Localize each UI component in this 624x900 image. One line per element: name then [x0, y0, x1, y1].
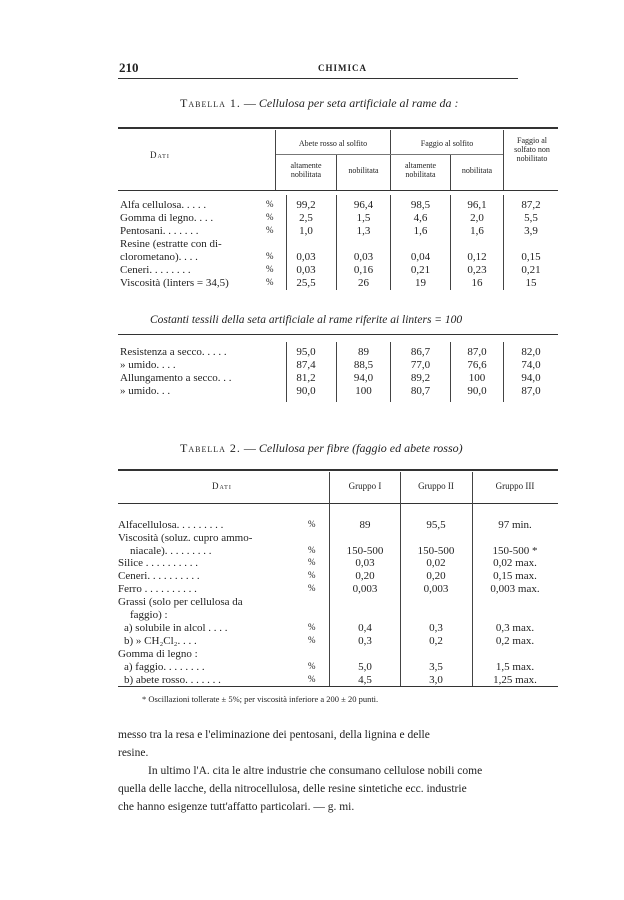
table1-cell: 16 — [471, 277, 483, 289]
table2-cell: 3,5 — [429, 661, 443, 673]
table1-cell: 19 — [415, 277, 426, 289]
table2-header-rule — [118, 503, 558, 504]
table1-caption: Tabella 1. — Cellulosa per seta artificiale al rame da : — [180, 96, 459, 110]
table1-constant-cell: 81,2 — [296, 372, 316, 384]
table2-cell: 150-500 — [346, 545, 384, 557]
table1-row-label: clorometano). . . . — [120, 251, 198, 263]
table2-cell: 0,3 — [358, 635, 372, 647]
table1-cell: 5,5 — [524, 212, 538, 224]
table1-cell: 98,5 — [410, 199, 431, 211]
table1-constant-cell: 86,7 — [410, 346, 431, 358]
divider — [390, 195, 391, 290]
table2-row-label: Grassi (solo per cellulosa da — [118, 596, 243, 608]
table1-constant-cell: 95,0 — [296, 346, 316, 358]
divider — [503, 130, 504, 190]
table1-cell: 0,03 — [296, 251, 316, 263]
percent-unit: % — [266, 212, 274, 222]
table2-cell: 0,3 max. — [495, 622, 535, 634]
body-line: In ultimo l'A. cita le altre industrie che consumano cellulose nobili come — [148, 765, 483, 777]
table1-cell: 0,03 — [296, 264, 316, 276]
table2-cell: 95,5 — [426, 519, 446, 531]
table2-cell: 0,003 — [423, 583, 449, 595]
col-group-faggio-solfato: Faggio al solfato non nobilitato — [514, 136, 550, 163]
table2-cell: 3,0 — [429, 674, 443, 686]
table1-cell: 4,6 — [413, 212, 428, 224]
table2-row-label: Silice . . . . . . . . . . — [118, 557, 199, 569]
table2-cell: 0,2 max. — [495, 635, 535, 647]
footnote: * Oscillazioni tollerate ± 5%; per viscosità inferiore a 200 ± 20 punti. — [142, 694, 379, 704]
table2-row-label: Alfacellulosa. . . . . . . . . — [118, 519, 224, 531]
table1-constant-cell: 87,0 — [467, 346, 487, 358]
table2-top-rule — [118, 469, 558, 471]
table1-row-label: Ceneri. . . . . . . . — [120, 264, 191, 276]
table1-row-label: Viscosità (linters = 34,5) — [120, 277, 229, 289]
table1-subtitle: Costanti tessili della seta artificiale al rame riferite ai linters = 100 — [150, 314, 463, 326]
divider — [286, 195, 287, 290]
col-gruppo-1: Gruppo I — [348, 481, 382, 491]
percent-unit: % — [308, 570, 316, 580]
running-header: CHIMICA — [318, 63, 367, 73]
table2-cell: 0,003 max. — [490, 583, 540, 595]
table1-cell: 0,21 — [410, 264, 431, 276]
sub-altamente: altamente nobilitata — [290, 161, 322, 179]
percent-unit: % — [308, 557, 316, 567]
table1-row-label: Alfa cellulosa. . . . . — [120, 199, 207, 211]
table2-cell: 4,5 — [358, 674, 372, 686]
table2-row-label: Ferro . . . . . . . . . . — [118, 583, 197, 595]
table1-constant-cell: 87,4 — [296, 359, 316, 371]
percent-unit: % — [266, 264, 274, 274]
table2-cell: 0,003 — [352, 583, 378, 595]
table2-cell: 0,15 max. — [493, 570, 537, 582]
table1-cell: 1,0 — [299, 225, 313, 237]
col-group-faggio: Faggio al solfito — [420, 139, 474, 148]
table1-cell: 96,4 — [353, 199, 374, 211]
body-line: quella delle lacche, della nitrocellulosa, delle resine sintetiche ecc. industrie — [118, 783, 467, 795]
table1-cell: 15 — [525, 277, 537, 289]
col-header-dati: Dati — [150, 150, 170, 160]
percent-unit: % — [308, 622, 316, 632]
sub-nobilitata: nobilitata — [348, 166, 379, 175]
divider — [503, 195, 504, 290]
table1-cell: 2,5 — [299, 212, 313, 224]
percent-unit: % — [266, 199, 274, 209]
table1-constant-label: Resistenza a secco. . . . . — [120, 346, 227, 358]
table2-row-label: a) solubile in alcol . . . . — [124, 622, 228, 634]
table1-constant-cell: 94,0 — [521, 372, 541, 384]
table1-cell: 1,6 — [470, 225, 484, 237]
table1-cell: 1,6 — [413, 225, 428, 237]
table2-row-label: Ceneri. . . . . . . . . . — [118, 570, 200, 582]
percent-unit: % — [308, 519, 316, 529]
table1-constant-label: Allungamento a secco. . . — [120, 372, 232, 384]
group-rule — [276, 154, 503, 155]
table1-constant-cell: 90,0 — [296, 385, 316, 397]
header-rule — [118, 78, 518, 79]
divider — [450, 342, 451, 402]
table1-title: Cellulosa per seta artificiale al rame da — [258, 96, 452, 110]
table1-cell: 1,5 — [356, 212, 371, 224]
table1-cell: 26 — [358, 277, 369, 289]
table2-cell: 0,02 — [426, 557, 446, 569]
percent-unit: % — [308, 635, 316, 645]
divider — [390, 342, 391, 402]
table1-constant-cell: 89,2 — [410, 372, 431, 384]
table1-constant-cell: 100 — [355, 385, 372, 397]
table2-cell: 5,0 — [358, 661, 372, 673]
table2-row-label: Viscosità (soluz. cupro ammo- — [118, 532, 253, 544]
divider — [336, 195, 337, 290]
body-line: messo tra la resa e l'eliminazione dei pentosani, della lignina e delle — [118, 729, 430, 741]
table1-constant-label: » umido. . . . — [120, 359, 176, 371]
page-number: 210 — [119, 60, 139, 75]
table1-constant-cell: 77,0 — [410, 359, 431, 371]
table2-cell: 1,5 max. — [495, 661, 535, 673]
divider — [286, 342, 287, 402]
divider — [503, 342, 504, 402]
percent-unit: % — [308, 661, 316, 671]
table1-constant-cell: 88,5 — [353, 359, 374, 371]
table2-row-label: b) » CH₂Cl₂. . . . — [124, 635, 197, 647]
table1-constant-cell: 82,0 — [521, 346, 541, 358]
table1-cell: 0,23 — [467, 264, 487, 276]
table1-header-rule — [118, 190, 558, 191]
table1-cell: 25,5 — [296, 277, 316, 289]
table2-cell: 0,20 — [355, 570, 375, 582]
table2-cell: 0,4 — [358, 622, 372, 634]
body-line: che hanno esigenze tutt'affatto particolari. — g. mi. — [118, 801, 355, 813]
table2-cell: 0,2 — [429, 635, 443, 647]
col-group-abete: Abete rosso al solfito — [298, 139, 368, 148]
divider — [450, 195, 451, 290]
table2-cell: 0,03 — [355, 557, 375, 569]
table1-cell: 96,1 — [467, 199, 487, 211]
table2-row-label: niacale). . . . . . . . . — [130, 545, 212, 557]
table2-caption: Tabella 2. — Cellulosa per fibre (faggio ed abete rosso) — [180, 441, 463, 455]
sub-altamente: altamente nobilitata — [404, 161, 437, 179]
col-gruppo-3: Gruppo III — [495, 481, 535, 491]
table1-cell: 0,04 — [410, 251, 431, 263]
table2-cell: 0,02 max. — [493, 557, 537, 569]
table1-row-label: Gomma di legno. . . . — [120, 212, 214, 224]
table1-constant-label: » umido. . . — [120, 385, 171, 397]
table2-cell: 0,3 — [429, 622, 443, 634]
table1-constant-cell: 94,0 — [353, 372, 374, 384]
table2-cell: 89 — [359, 519, 371, 531]
table1-constant-cell: 80,7 — [410, 385, 431, 397]
table1-constant-cell: 89 — [358, 346, 369, 358]
table1-cell: 0,15 — [521, 251, 541, 263]
percent-unit: % — [266, 225, 274, 235]
table1-constant-cell: 76,6 — [467, 359, 487, 371]
table1-top-rule — [118, 127, 558, 129]
table1-constant-cell: 74,0 — [521, 359, 541, 371]
table2-row-label: a) faggio. . . . . . . . — [124, 661, 205, 673]
percent-unit: % — [308, 674, 316, 684]
table2-bottom-rule — [118, 686, 558, 687]
col-gruppo-2: Gruppo II — [418, 481, 454, 491]
table1-cell: 2,0 — [470, 212, 484, 224]
table1-cell: 0,12 — [467, 251, 487, 263]
table2-label: Tabella 2. — [180, 441, 241, 455]
table1-row-label: Resine (estratte con di- — [120, 238, 222, 250]
subtitle-rule — [118, 334, 558, 335]
table1-cell: 0,16 — [353, 264, 374, 276]
table2-row-label: faggio) : — [130, 609, 168, 621]
table2-title: Cellulosa per fibre (faggio ed abete rosso) — [258, 441, 463, 455]
table2-cell: 150-500 — [417, 545, 455, 557]
table1-row-label: Pentosani. . . . . . . — [120, 225, 199, 237]
percent-unit: % — [266, 251, 274, 261]
table2-cell: 0,20 — [426, 570, 446, 582]
table1-cell: 3,9 — [524, 225, 538, 237]
percent-unit: % — [308, 583, 316, 593]
col-header-dati: Dati — [212, 481, 232, 491]
sub-nobilitata: nobilitata — [461, 166, 493, 175]
table2-row-label: b) abete rosso. . . . . . . — [124, 674, 221, 686]
percent-unit: % — [266, 277, 274, 287]
body-line: resine. — [118, 747, 149, 759]
table1-constant-cell: 90,0 — [467, 385, 487, 397]
table2-cell: 150-500 * — [492, 545, 538, 557]
table1-cell: 0,03 — [353, 251, 374, 263]
table1-cell: 99,2 — [296, 199, 316, 211]
table2-cell: 1,25 max. — [493, 674, 537, 686]
table1-constant-cell: 87,0 — [521, 385, 541, 397]
table1-cell: 87,2 — [521, 199, 541, 211]
table2-row-label: Gomma di legno : — [118, 648, 198, 660]
table1-constant-cell: 100 — [468, 372, 486, 384]
table1-label: Tabella 1. — [180, 96, 241, 110]
table1-cell: 0,21 — [521, 264, 541, 276]
table1-cell: 1,3 — [356, 225, 371, 237]
divider — [336, 342, 337, 402]
table2-cell: 97 min. — [498, 519, 532, 531]
percent-unit: % — [308, 545, 316, 555]
